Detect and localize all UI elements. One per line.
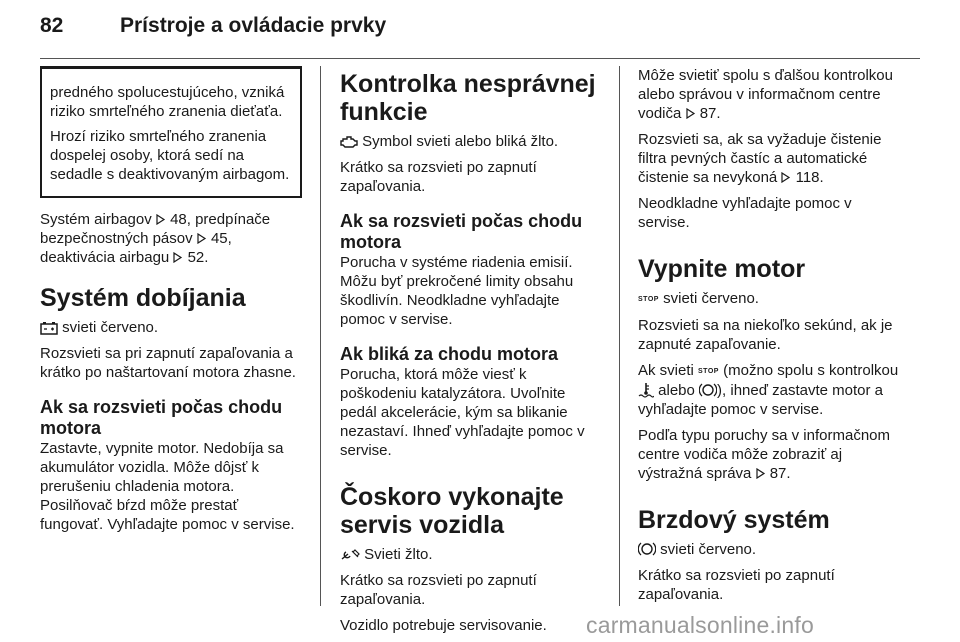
heading-lit-while-driving: Ak sa rozsvieti počas chodu motora	[40, 397, 283, 438]
brake-symbol-line: svieti červeno.	[638, 540, 904, 559]
heading-service-soon: Čoskoro vykonajte servis vozidla	[340, 483, 564, 539]
arrow-reference-icon	[197, 233, 207, 244]
stop-symbol-line: STOP svieti červeno.	[638, 290, 759, 307]
stop-paragraph-2: Ak svieti STOP (možno spolu s kontrolkou alebo ), ihneď zastavte motor a vyhľadajte pomoc v servise.	[638, 362, 899, 418]
arrow-reference-icon	[173, 252, 183, 263]
column-divider-1	[320, 66, 321, 606]
brake-paragraph: Krátko sa rozsvieti po zapnutí zapaľovania.	[638, 567, 835, 603]
malfunction-paragraph: Krátko sa rozsvieti po zapnutí zapaľovania.	[340, 159, 537, 195]
arrow-reference-icon	[686, 108, 696, 119]
stop-paragraph-1: Rozsvieti sa na niekoľko sekúnd, ak je zapnuté zapaľovanie.	[638, 317, 893, 353]
arrow-reference-icon	[756, 468, 766, 479]
column-divider-2	[619, 66, 620, 606]
arrow-reference-icon	[156, 214, 166, 225]
heading-flashing-while-driving: Ak bliká za chodu motora	[340, 344, 559, 364]
info-paragraph-2: Rozsvieti sa, ak sa vyžaduje čistenie filtra pevných častíc a automatické čistenie sa nevykoná 118.	[638, 131, 882, 186]
lit-while-driving-paragraph: Porucha v systéme riadenia emisií. Môžu byť prekročené limity obsahu škodlivín. Neodkladne vyhľadajte pomoc v servise.	[340, 254, 574, 328]
flashing-paragraph: Porucha, ktorá môže viesť k poškodeniu katalyzátora. Uvoľnite pedál akcelerácie, kým sa blikanie nezastaví. Ihneď vyhľadajte pomoc v servise.	[340, 366, 585, 459]
brake-circle-icon	[699, 382, 717, 398]
lit-while-driving-paragraph: Zastavte, vypnite motor. Nedobíja sa akumulátor vozidla. Môže dôjsť k prerušeniu chladenia motora. Posilňovač bŕzd môže prestať fungovať. Vyhľadajte pomoc v servise.	[40, 440, 295, 533]
brake-circle-icon	[638, 541, 656, 557]
heading-malfunction-indicator: Kontrolka nesprávnej funkcie	[340, 70, 596, 126]
page-header	[40, 14, 920, 50]
header-rule	[40, 58, 920, 59]
page-number: 82	[40, 14, 64, 37]
ref-link[interactable]: 87	[699, 105, 717, 122]
ref-link[interactable]: 48	[170, 211, 187, 228]
ref-link[interactable]: 45	[210, 230, 228, 247]
cross-reference-paragraph: Systém airbagov 48, predpínače bezpečnostných pásov 45, deaktivácia airbagu 52.	[40, 211, 271, 266]
service-paragraph-1: Krátko sa rozsvieti po zapnutí zapaľovania.	[340, 572, 537, 608]
stop-text-icon: STOP	[698, 368, 719, 375]
stop-paragraph-3: Podľa typu poruchy sa v informačnom centre vodiča môže zobraziť aj výstražná správa 87.	[638, 427, 890, 482]
column-2	[340, 66, 602, 642]
engine-check-icon	[340, 135, 358, 149]
ref-link[interactable]: 52	[187, 249, 205, 266]
column-3	[638, 66, 904, 611]
malfunction-symbol-line: Symbol svieti alebo bliká žlto.	[340, 132, 602, 151]
watermark: carmanualsonline.info	[586, 612, 814, 638]
coolant-temperature-icon	[638, 382, 654, 398]
heading-charging-system: Systém dobíjania	[40, 284, 246, 312]
charging-paragraph: Rozsvieti sa pri zapnutí zapaľovania a krátko po naštartovaní motora zhasne.	[40, 345, 296, 381]
service-paragraph-2: Vozidlo potrebuje servisovanie.	[340, 617, 547, 634]
ref-link[interactable]: 118	[795, 169, 820, 186]
battery-icon	[40, 321, 58, 335]
ref-link[interactable]: 87	[769, 465, 787, 482]
info-paragraph-3: Neodkladne vyhľadajte pomoc v servise.	[638, 195, 852, 231]
arrow-reference-icon	[781, 172, 791, 183]
heading-lit-while-driving: Ak sa rozsvieti počas chodu motora	[340, 211, 583, 252]
heading-stop-engine: Vypnite motor	[638, 255, 806, 283]
column-1	[40, 66, 302, 541]
stop-text-icon: STOP	[638, 296, 659, 303]
service-symbol-line: Svieti žlto.	[340, 545, 602, 564]
info-paragraph-1: Môže svietiť spolu s ďalšou kontrolkou alebo správou v informačnom centre vodiča 87.	[638, 67, 893, 122]
running-title: Prístroje a ovládacie prvky	[120, 14, 387, 37]
heading-brake-system: Brzdový systém	[638, 506, 830, 534]
warning-paragraph-2: Hrozí riziko smrteľného zranenia dospelej osoby, ktorá sedí na sedadle s deaktivovaným airbagom.	[50, 128, 290, 183]
wrench-service-icon	[340, 548, 360, 562]
warning-box	[40, 66, 302, 198]
warning-paragraph-1: predného spolucestujúceho, vzniká riziko smrteľného zranenia dieťaťa.	[50, 84, 285, 120]
charging-symbol-line: svieti červeno.	[40, 318, 302, 337]
